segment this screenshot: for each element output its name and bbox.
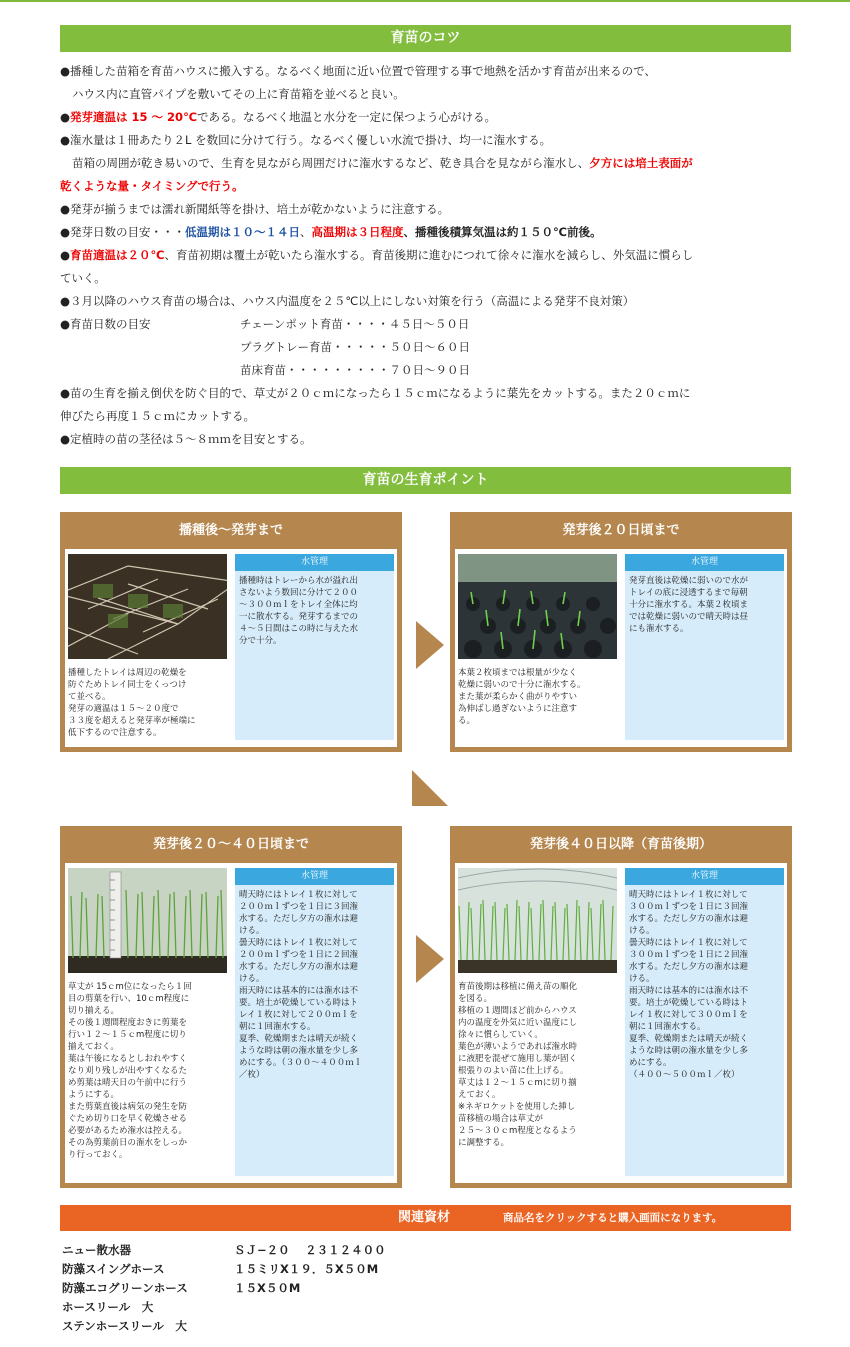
highlight-red: 高温期は３日程度 [311,225,404,239]
schedule-row [60,336,791,359]
highlight-red: 発芽適温は 15 ～ 20℃ [70,110,197,124]
tips-section-header: 育苗のコツ [60,25,791,52]
arrow-right-icon [416,935,444,983]
greenhouse-seedlings-photo [458,868,617,973]
product-link[interactable]: 防藻エコグリーンホース １５X５０M [62,1281,301,1295]
stage-title: 発芽後４０日以降（育苗後期） [529,837,712,852]
highlight-red: 育苗適温は２０℃ [70,248,165,262]
water-text: 発芽直後は乾燥に弱いので水が トレイの底に浸透するまで毎朝 十分に潅水する。本葉２枚頃ま では乾燥に弱いので晴天時は昼 にも潅水する。 [629,576,749,634]
related-products-list [62,1241,386,1336]
arrow-right-icon [416,621,444,669]
tips-line: ●発芽が揃うまでは濡れ新聞紙等を掛け、培土が乾かないように注意する。 [60,202,450,216]
schedule-row [60,359,791,382]
schedule-item: プラグトレー育苗・・・・・５０日～６０日 [240,340,470,354]
tips-line: ●定植時の苗の茎径は５～８ｍｍを目安とする。 [60,432,312,446]
schedule-item: チェーンポット育苗・・・・４５日～５０日 [240,317,470,331]
water-management-box [625,554,784,740]
growth-section-header: 育苗の生育ポイント [60,467,791,494]
water-text: 播種時はトレーから水が溢れ出 さないよう数回に分けて２００ ～３００ｍｌをトレイ全体に均 一に散水する。発芽するまでの ４～５日間はこの時に与えた水 分で十分。 [239,576,359,646]
tips-body [60,60,791,451]
product-link[interactable]: 防藻スイングホース １５ミリX１９．５X５０M [62,1262,379,1276]
water-text: 晴天時にはトレイ１枚に対して ２００ｍｌずつを１日に３回潅 水する。ただし夕方の潅水は避 ける。 曇天時にはトレイ１枚に対して ２００ｍｌずつを１日に２回潅 水する。ただし夕方の潅水は避 ける。 雨天時には基本的には潅水は不 要。培土が乾燥している時はト レイ１枚に対して２００ｍｌを 朝に１回潅水する。 夏季、乾燥期または晴天が続く ような時は朝の潅水量を少し多 めにする。（３００～４００ｍｌ ／枚） [239,890,363,1080]
highlight-blue: 低温期は１０～１４日 [185,225,301,239]
related-title: 関連資材 [398,1210,451,1225]
product-link[interactable]: ニュー散水器 ＳＪ−２０ ２３１２４００ [62,1243,386,1257]
water-label: 水管理 [235,868,394,885]
product-link[interactable]: ステンホースリール 大 [62,1319,187,1333]
tips-line: ハウス内に直管パイプを敷いてその上に育苗箱を並べると良い。 [72,87,405,101]
water-label: 水管理 [235,554,394,571]
tips-line: ●潅水量は１冊あたり２L を数回に分けて行う。なるべく優しい水流で掛け、均一に潅水する。 [60,133,552,147]
tips-line: 苗箱の周囲が乾き易いので、生育を見ながら周囲だけに潅水するなど、乾き具合を見ながら潅水し、夕方には培土表面が [72,156,693,170]
stage-card-4 [450,826,792,1188]
stage-title: 発芽後２０～４０日頃まで [152,837,309,852]
schedule-label: ●育苗日数の目安 [60,317,151,331]
tips-line: ●３月以降のハウス育苗の場合は、ハウス内温度を２５℃以上にしない対策を行う（高温による発芽不良対策） [60,294,635,308]
stage-caption: 草丈が 15ｃm位になったら１回 目の剪葉を行い、10ｃm程度に 切り揃える。 その後１週間程度おきに剪葉を 行い１２～１５ｃm程度に切り 揃えておく。 葉は午後になるとしおれやすく なり刈り残しが出やすくなるた め剪葉は晴天日の午前中に行う ようにする。 また剪葉直後は病気の発生を防 ぐため切り口を早く乾燥させる 必要があるため潅水は控える。 その為剪葉前日の潅水をしっか り行っておく。 [68,982,192,1160]
highlight-red: 乾くような量・タイミングで行う。 [60,179,244,193]
product-link[interactable]: ホースリール 大 [62,1300,154,1314]
tips-line: ●播種した苗箱を育苗ハウスに搬入する。なるべく地面に近い位置で管理する事で地熱を活かす育苗が出来るので、 [60,64,656,78]
water-management-box [625,868,784,1176]
water-label: 水管理 [625,554,784,571]
seed-tray-photo [68,554,227,659]
schedule-row [60,313,791,336]
tips-line: 伸びたら再度１５ｃｍにカットする。 [60,409,256,423]
tips-line: ●苗の生育を揃え倒伏を防ぐ目的で、草丈が２０ｃｍになったら１５ｃｍになるように葉先をカットする。また２０ｃｍに [60,386,691,400]
related-note: 商品名をクリックすると購入画面になります。 [503,1212,723,1224]
stage-card-2 [450,512,792,752]
water-management-box [235,554,394,740]
seedling-ruler-photo [68,868,227,973]
tips-line: ●育苗適温は２０℃、育苗初期は覆土が乾いたら潅水する。育苗後期に進むにつれて徐々に潅水を減らし、外気温に慣らし [60,248,694,262]
top-accent-line [0,0,850,2]
water-label: 水管理 [625,868,784,885]
tips-line: ●発芽適温は 15 ～ 20℃である。なるべく地温と水分を一定に保つよう心がける。 [60,110,496,124]
tips-line: ていく。 [60,271,106,285]
stage-card-3 [60,826,402,1188]
tips-line: ●発芽日数の目安・・・低温期は１０～１４日、高温期は３日程度、播種後積算気温は約１５０℃前後。 [60,225,602,239]
stage-caption: 育苗後期は移植に備え苗の順化 を図る。 移植の１週間ほど前からハウス 内の温度を外気に近い温度にし 徐々に慣らしていく。 葉色が薄いようであれば潅水時 に液肥を混ぜて施用し葉が固く 根張りのよい苗に仕上げる。 草丈は１２～１５ｃmに切り揃 えておく。 ※ネギロケットを使用した挿し 苗移植の場合は草丈が ２５～３０ｃm程度となるよう に調整する。 [458,982,578,1148]
arrow-diagonal-icon [412,770,448,806]
stage-caption: 播種したトレイは周辺の乾燥を 防ぐためトレイ同士をくっつけ て並べる。 発芽の適温は１５～２０度で ３３度を超えると発芽率が極端に 低下するので注意する。 [68,668,196,738]
stage-title: 発芽後２０日頃まで [562,523,680,538]
highlight-red: 夕方には培土表面が [589,156,693,170]
stage-title: 播種後～発芽まで [178,523,283,538]
schedule-item: 苗床育苗・・・・・・・・・７０日～９０日 [240,363,470,377]
water-text: 晴天時にはトレイ１枚に対して ３００ｍｌずつを１日に３回潅 水する。ただし夕方の潅水は避 ける。 曇天時にはトレイ１枚に対して ３００ｍｌずつを１日に２回潅 水する。ただし夕方の潅水は避 ける。 雨天時には基本的には潅水は不 要。培土が乾燥している時はト レイ１枚に対して３００ｍｌを 朝に１回潅水する。 夏季、乾燥期または晴天が続く ような時は朝の潅水量を少し多 めにする。 （４００～５００ｍｌ／枚） [629,890,749,1080]
related-materials-header [60,1205,791,1231]
water-management-box [235,868,394,1176]
stage-card-1 [60,512,402,752]
tips-line [60,175,791,198]
seedling-tray-photo [458,554,617,659]
stage-caption: 本葉２枚頃までは根量が少なく 乾燥に弱いので十分に潅水する。 また葉が柔らかく曲がりやすい 為伸ばし過ぎないように注意す る。 [458,668,586,726]
